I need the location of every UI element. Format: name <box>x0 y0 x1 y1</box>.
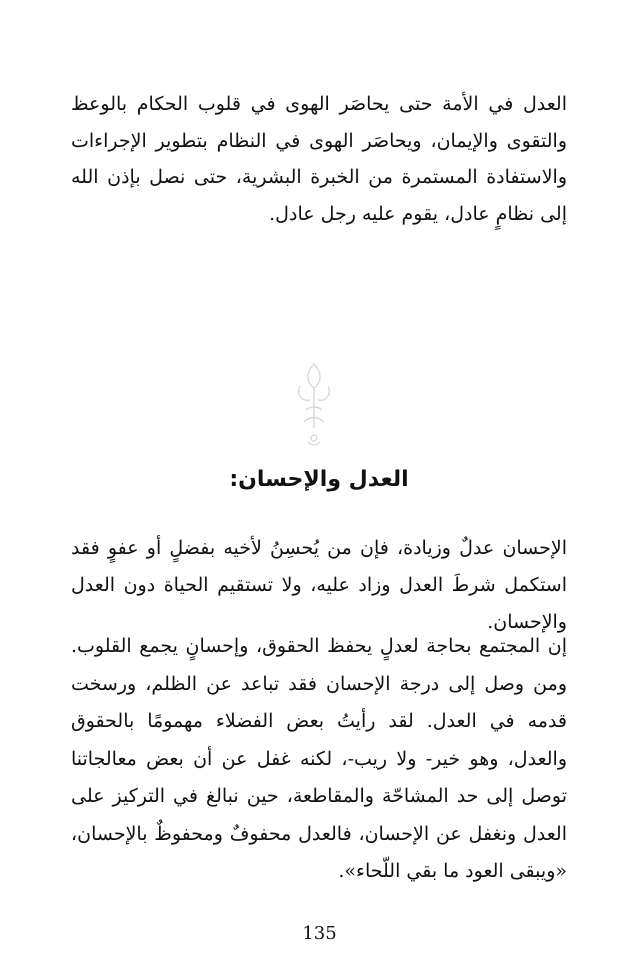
section-heading: العدل والإحسان: <box>229 467 409 492</box>
paragraph-definition: الإحسان عدلٌ وزيادة، فإن من يُحسِنُ لأخيه بفضلٍ أو عفوٍ فقد استكمل شرطَ العدل وزاد عليه، ولا تستقيم الحياة دون العدل والإحسان. <box>71 537 567 633</box>
paragraph-body: إن المجتمع بحاجة لعدلٍ يحفظ الحقوق، وإحسانٍ يجمع القلوب. ومن وصل إلى درجة الإحسان فقد تباعد عن الظلم، ورسخت قدمه في العدل. لقد رأيتُ بعض الفضلاء مهمومًا بالحقوق والعدل، وهو خير- ولا ريب-، لكنه غفل عن أن بعض معالجاتنا توصل إلى حد المشاحّة والمقاطعة، حين نبالغ في التركيز على العدل ونغفل عن الإحسان، فالعدل محفوفٌ ومحفوظٌ بالإحسان، «ويبقى العود ما بقي اللّحاء». <box>71 635 567 882</box>
paragraph-continued: العدل في الأمة حتى يحاصَر الهوى في قلوب الحكام بالوعظ والتقوى والإيمان، ويحاصَر الهوى في النظام بتطوير الإجراءات والاستفادة المستمرة من الخبرة البشرية، حتى نصل بإذن الله إلى نظامٍ عادل، يقوم عليه رجل عادل. <box>71 93 567 225</box>
page-number: 135 <box>302 923 337 944</box>
ornament-icon <box>286 358 342 448</box>
